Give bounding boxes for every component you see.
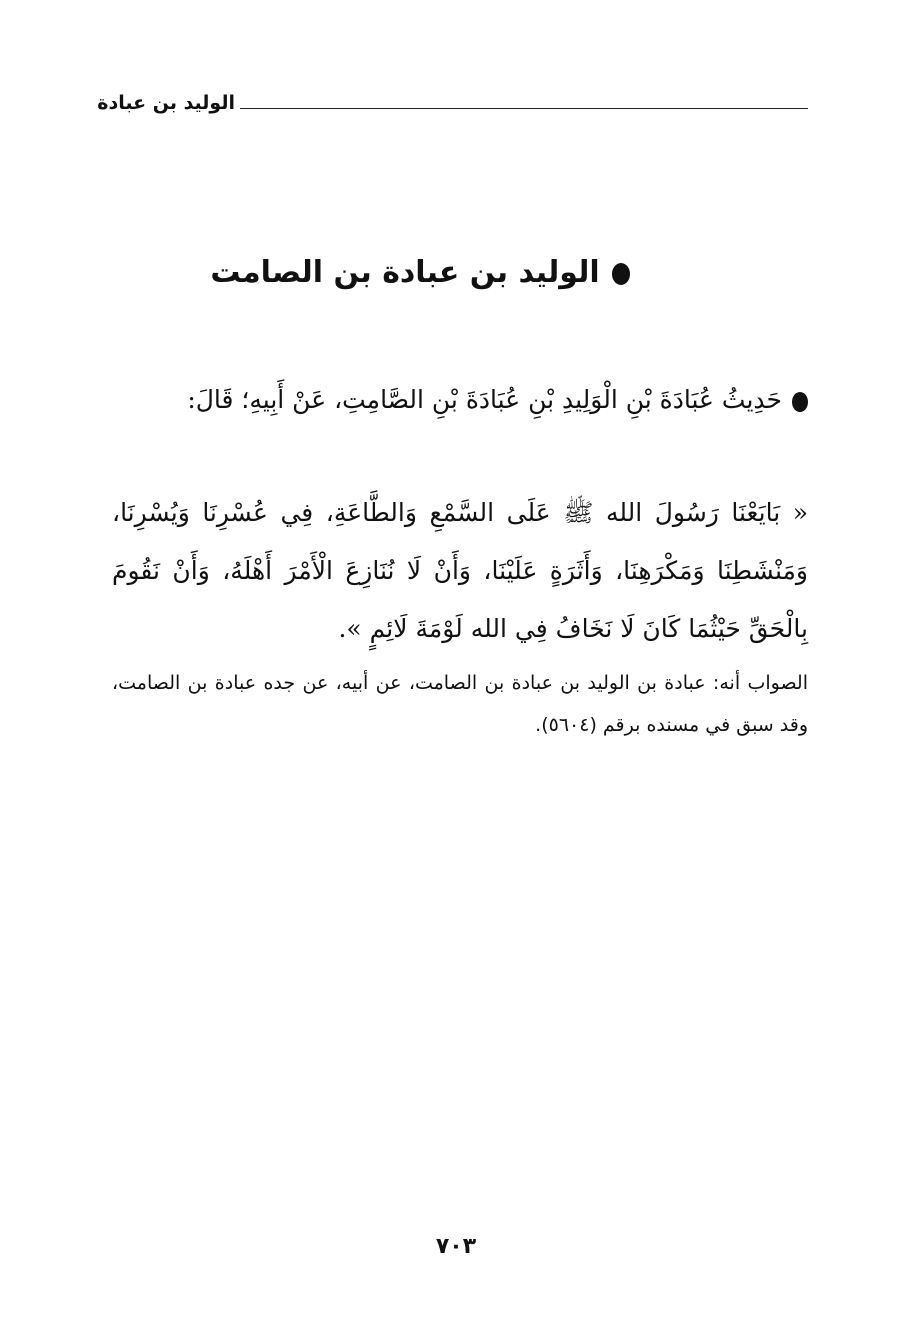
running-header: [97, 92, 808, 120]
running-title: الوليد بن عبادة: [97, 92, 235, 114]
footnote: الصواب أنه: عبادة بن الوليد بن عبادة بن الصامت، عن أبيه، عن جده عبادة بن الصامت، وقد سبق في مسنده برقم (٥٦٠٤).: [112, 672, 808, 736]
chapter-title: الوليد بن عبادة بن الصامت: [210, 255, 600, 290]
hadith-text: « بَايَعْنَا رَسُولَ الله ﷺ عَلَى السَّمْعِ وَالطَّاعَةِ، فِي عُسْرِنَا وَيُسْرِنَا، وَمَنْشَطِنَا وَمَكْرَهِنَا، وَأَثَرَةٍ عَلَيْنَا، وَأَنْ لَا نُنَازِعَ الْأَمْرَ أَهْلَهُ، وَأَنْ نَقُومَ بِالْحَقِّ حَيْثُمَا كَانَ لَا نَخَافُ فِي الله لَوْمَةَ لَائِمٍ ».: [112, 498, 808, 643]
header-rule: [240, 108, 808, 109]
chapter-heading: [200, 255, 640, 290]
hadith-intro: [112, 372, 808, 428]
hadith-intro-text: حَدِيثُ عُبَادَةَ بْنِ الْوَلِيدِ بْنِ عُبَادَةَ بْنِ الصَّامِتِ، عَنْ أَبِيهِ؛ قَالَ:: [187, 385, 782, 414]
bullet-icon: [612, 263, 630, 285]
bullet-icon: [792, 392, 808, 412]
page-number: ٧٠٣: [435, 1234, 477, 1259]
